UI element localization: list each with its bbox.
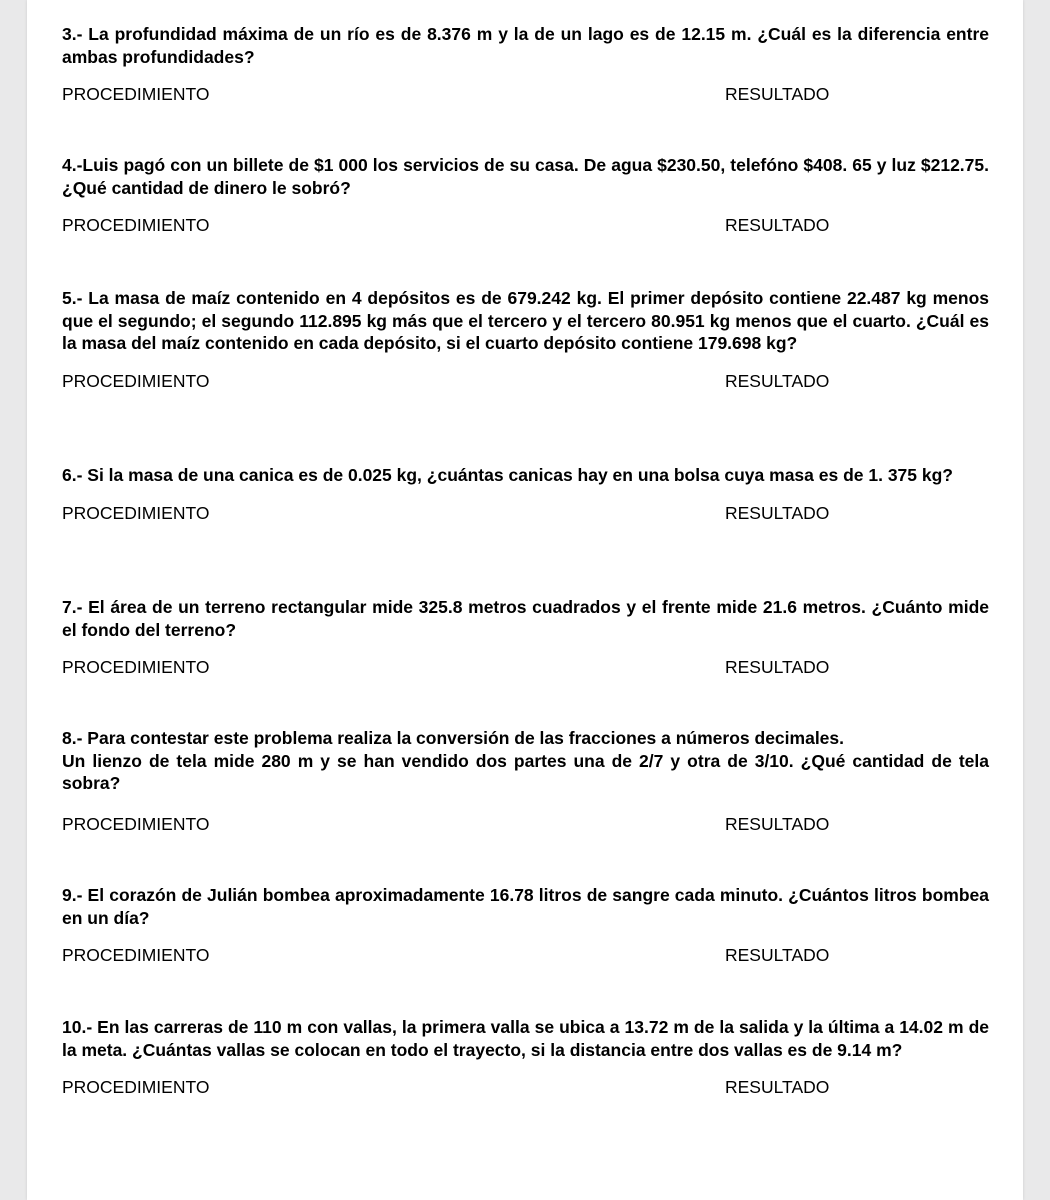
problem-3: [62, 23, 989, 106]
procedure-label: PROCEDIMIENTO: [62, 502, 210, 523]
procedure-label: PROCEDIMIENTO: [62, 1077, 210, 1097]
procedure-label: PROCEDIMIENTO: [62, 945, 210, 965]
procedure-label: PROCEDIMIENTO: [62, 813, 210, 834]
worksheet-page: [27, 0, 1023, 1200]
result-label: RESULTADO: [725, 945, 830, 965]
result-label: RESULTADO: [725, 502, 830, 523]
result-label: RESULTADO: [725, 1077, 830, 1097]
problem-5: [62, 287, 989, 393]
problem-question: 3.- La profundidad máxima de un río es de 8.376 m y la de un lago es de 12.15 m. ¿Cuál es la diferencia entre ambas profundidades?: [62, 24, 989, 67]
problem-7: [62, 596, 989, 679]
problem-question: 4.-Luis pagó con un billete de $1 000 los servicios de su casa. De agua $230.50, telefóno $408. 65 y luz $212.75. ¿Qué cantidad de dinero le sobró?: [62, 155, 989, 198]
procedure-label: PROCEDIMIENTO: [62, 370, 210, 391]
procedure-label: PROCEDIMIENTO: [62, 215, 210, 235]
answer-labels: [62, 943, 989, 967]
answer-labels: [62, 82, 989, 106]
result-label: RESULTADO: [725, 370, 830, 391]
result-label: RESULTADO: [725, 813, 830, 834]
answer-labels: [62, 1075, 989, 1099]
problem-question: 8.- Para contestar este problema realiza la conversión de las fracciones a números decimales. Un lienzo de tela mide 280 m y se han vendido dos partes una de 2/7 y otra de 3/10. ¿Qué cantidad de tela sobra?: [62, 728, 989, 793]
answer-labels: [62, 501, 989, 525]
problem-question: 10.- En las carreras de 110 m con vallas, la primera valla se ubica a 13.72 m de la salida y la última a 14.02 m de la meta. ¿Cuántas vallas se colocan en todo el trayecto, si la distancia entre dos vallas es de 9.14 m?: [62, 1017, 989, 1060]
procedure-label: PROCEDIMIENTO: [62, 84, 210, 104]
problem-question: 5.- La masa de maíz contenido en 4 depósitos es de 679.242 kg. El primer depósito contiene 22.487 kg menos que el segundo; el segundo 112.895 kg más que el tercero y el tercero 80.951 kg menos que el cuarto. ¿Cuál es la masa del maíz contenido en cada depósito, si el cuarto depósito contiene 179.698 kg?: [62, 288, 989, 353]
problem-question: 9.- El corazón de Julián bombea aproximadamente 16.78 litros de sangre cada minuto. ¿Cuántos litros bombea en un día?: [62, 885, 989, 928]
problem-10: [62, 1016, 989, 1099]
result-label: RESULTADO: [725, 84, 830, 104]
problem-4: [62, 154, 989, 237]
problem-question: 7.- El área de un terreno rectangular mide 325.8 metros cuadrados y el frente mide 21.6 metros. ¿Cuánto mide el fondo del terreno?: [62, 597, 989, 640]
answer-labels: [62, 655, 989, 679]
answer-labels: [62, 369, 989, 393]
problem-6: [62, 464, 989, 525]
result-label: RESULTADO: [725, 215, 830, 235]
problem-question: 6.- Si la masa de una canica es de 0.025 kg, ¿cuántas canicas hay en una bolsa cuya masa es de 1. 375 kg?: [62, 465, 953, 485]
answer-labels: [62, 213, 989, 237]
result-label: RESULTADO: [725, 657, 830, 677]
answer-labels: [62, 812, 989, 836]
problem-8: [62, 727, 989, 836]
procedure-label: PROCEDIMIENTO: [62, 657, 210, 677]
problem-9: [62, 884, 989, 967]
